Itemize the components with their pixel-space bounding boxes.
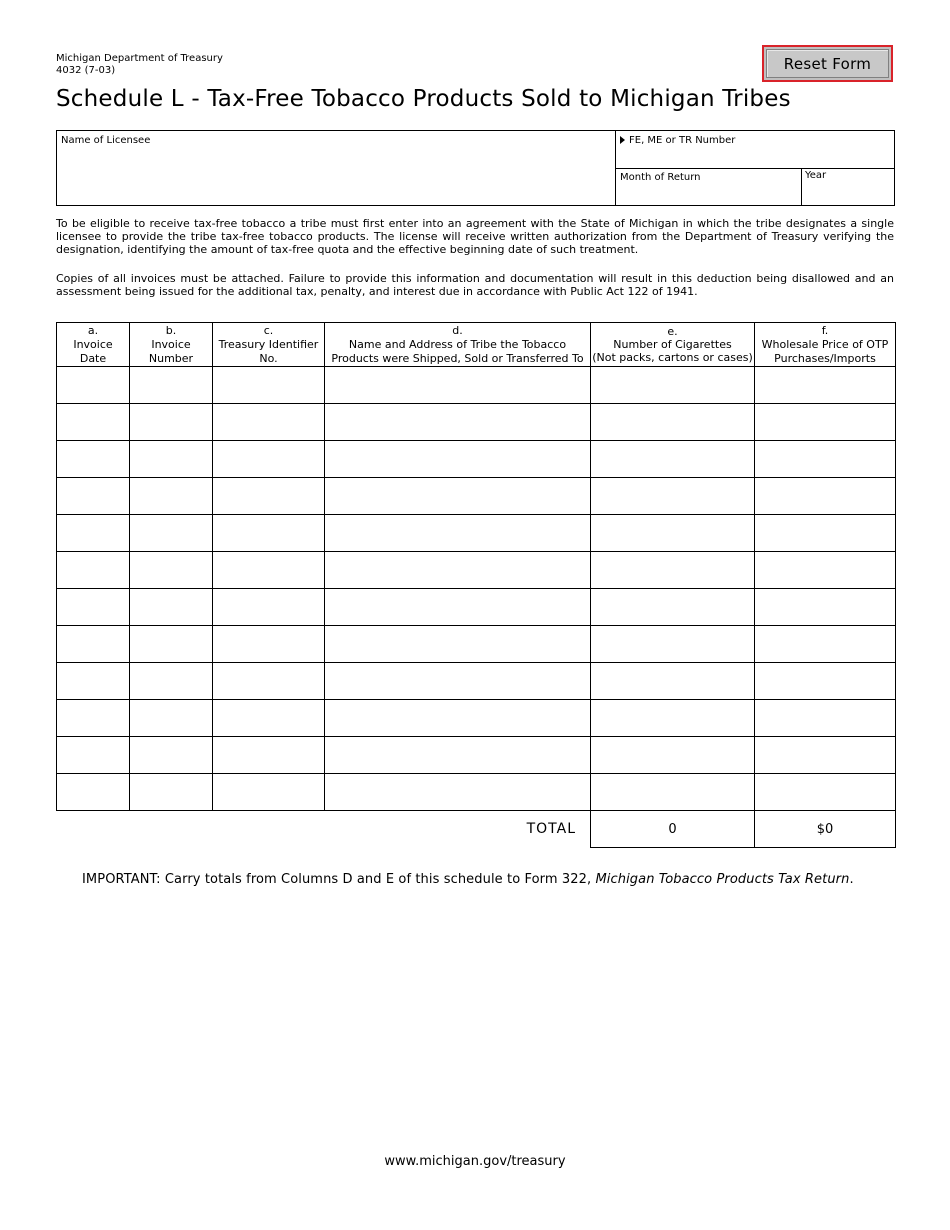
invoice-date-cell[interactable]: [57, 700, 130, 737]
invoice-date-cell[interactable]: [57, 515, 130, 552]
column-header-tribe-name-address: d. Name and Address of Tribe the Tobacco Products were Shipped, Sold or Transferred To: [325, 323, 591, 367]
invoice-date-cell[interactable]: [57, 663, 130, 700]
table-row: [57, 441, 896, 478]
total-label-cell: [57, 811, 591, 848]
table-row: [57, 774, 896, 811]
wholesale-price-cell[interactable]: [755, 367, 896, 404]
reset-form-button-label: Reset Form: [766, 49, 889, 78]
important-note-end: .: [849, 872, 854, 887]
treasury-id-cell[interactable]: [213, 478, 325, 515]
cigarettes-cell[interactable]: [591, 626, 755, 663]
invoice-date-cell[interactable]: [57, 441, 130, 478]
invoice-number-cell[interactable]: [130, 478, 213, 515]
table-row: [57, 404, 896, 441]
treasury-id-cell[interactable]: [213, 589, 325, 626]
tribe-name-address-cell[interactable]: [325, 367, 591, 404]
wholesale-price-cell[interactable]: [755, 515, 896, 552]
cigarettes-cell[interactable]: [591, 663, 755, 700]
cigarettes-cell[interactable]: [591, 737, 755, 774]
tribe-name-address-cell[interactable]: [325, 774, 591, 811]
treasury-id-cell[interactable]: [213, 367, 325, 404]
treasury-id-cell[interactable]: [213, 663, 325, 700]
table-row: [57, 663, 896, 700]
column-header-invoice-date: a. Invoice Date: [57, 323, 130, 367]
invoice-table: [56, 322, 896, 848]
wholesale-price-cell[interactable]: [755, 626, 896, 663]
invoice-number-cell[interactable]: [130, 737, 213, 774]
table-row: [57, 367, 896, 404]
year-label: Year: [805, 170, 827, 181]
tribe-name-address-cell[interactable]: [325, 663, 591, 700]
divider: [616, 168, 894, 169]
important-note-text: IMPORTANT: Carry totals from Columns D and E of this schedule to Form 322,: [82, 872, 596, 887]
treasury-id-cell[interactable]: [213, 515, 325, 552]
treasury-id-cell[interactable]: [213, 404, 325, 441]
fe-number-label-text: FE, ME or TR Number: [629, 135, 736, 146]
table-row: [57, 478, 896, 515]
invoice-number-cell[interactable]: [130, 441, 213, 478]
table-row: [57, 737, 896, 774]
wholesale-price-cell[interactable]: [755, 478, 896, 515]
invoice-date-cell[interactable]: [57, 404, 130, 441]
month-of-return-label: Month of Return: [620, 172, 701, 183]
table-row: [57, 552, 896, 589]
invoice-number-cell[interactable]: [130, 589, 213, 626]
treasury-id-cell[interactable]: [213, 441, 325, 478]
table-header-row: [57, 323, 896, 367]
treasury-id-cell[interactable]: [213, 774, 325, 811]
wholesale-price-cell[interactable]: [755, 737, 896, 774]
tribe-name-address-cell[interactable]: [325, 478, 591, 515]
invoice-date-cell[interactable]: [57, 774, 130, 811]
invoice-date-cell[interactable]: [57, 737, 130, 774]
table-row: [57, 700, 896, 737]
invoice-date-cell[interactable]: [57, 552, 130, 589]
divider: [801, 168, 802, 205]
agency-name: Michigan Department of Treasury: [56, 53, 223, 64]
reset-form-button[interactable]: [762, 45, 893, 82]
form-number: 4032 (7-03): [56, 65, 116, 76]
year-input[interactable]: [805, 185, 895, 204]
cigarettes-cell[interactable]: [591, 589, 755, 626]
treasury-id-cell[interactable]: [213, 552, 325, 589]
invoice-number-cell[interactable]: [130, 774, 213, 811]
table-row: [57, 589, 896, 626]
invoice-number-cell[interactable]: [130, 367, 213, 404]
cigarettes-cell[interactable]: [591, 774, 755, 811]
arrow-right-icon: [620, 136, 625, 144]
tribe-name-address-cell[interactable]: [325, 515, 591, 552]
invoice-date-cell[interactable]: [57, 478, 130, 515]
tribe-name-address-cell[interactable]: [325, 441, 591, 478]
wholesale-price-cell[interactable]: [755, 589, 896, 626]
column-header-cigarettes: e. Number of Cigarettes (Not packs, cartons or cases): [591, 323, 755, 367]
cigarettes-cell[interactable]: [591, 404, 755, 441]
column-header-invoice-number: b. Invoice Number: [130, 323, 213, 367]
cigarettes-cell[interactable]: [591, 367, 755, 404]
treasury-id-cell[interactable]: [213, 737, 325, 774]
wholesale-price-cell[interactable]: [755, 700, 896, 737]
form-322-name: Michigan Tobacco Products Tax Return: [595, 872, 850, 887]
tribe-name-address-cell[interactable]: [325, 626, 591, 663]
licensee-name-input[interactable]: [61, 151, 613, 201]
wholesale-price-cell[interactable]: [755, 404, 896, 441]
cigarettes-cell[interactable]: [591, 515, 755, 552]
invoice-number-cell[interactable]: [130, 663, 213, 700]
total-wholesale-price[interactable]: $0: [755, 811, 896, 848]
invoice-instructions: Copies of all invoices must be attached. Failure to provide this information and documentation will result in this deduction being disallowed and an assessment being issued for the additional tax, penalty, and interest due in accordance with Public Act 122 of 1941.: [56, 272, 894, 298]
invoice-date-cell[interactable]: [57, 626, 130, 663]
invoice-number-cell[interactable]: [130, 515, 213, 552]
footer-url[interactable]: www.michigan.gov/treasury: [384, 1154, 566, 1169]
treasury-id-cell[interactable]: [213, 626, 325, 663]
invoice-date-cell[interactable]: [57, 367, 130, 404]
cigarettes-cell[interactable]: [591, 478, 755, 515]
tribe-name-address-cell[interactable]: [325, 589, 591, 626]
wholesale-price-cell[interactable]: [755, 441, 896, 478]
licensee-name-label: Name of Licensee: [61, 135, 151, 146]
tribe-name-address-cell[interactable]: [325, 700, 591, 737]
column-header-treasury-id: c. Treasury Identifier No.: [213, 323, 325, 367]
invoice-number-cell[interactable]: [130, 552, 213, 589]
eligibility-instructions: To be eligible to receive tax-free tobacco a tribe must first enter into an agreement with the State of Michigan in which the tribe designates a single licensee to provide the tribe tax-free tobacco products. The license will receive written authorization from the Department of Treasury verifying the designation, identifying the amount of tax-free quota and the effective beginning date of such treatment.: [56, 217, 894, 256]
fe-number-input[interactable]: [620, 149, 894, 168]
cigarettes-cell[interactable]: [591, 700, 755, 737]
wholesale-price-cell[interactable]: [755, 774, 896, 811]
table-row: [57, 515, 896, 552]
table-row: [57, 626, 896, 663]
total-label: TOTAL: [526, 821, 576, 838]
cigarettes-cell[interactable]: [591, 441, 755, 478]
total-cigarettes[interactable]: 0: [591, 811, 755, 848]
invoice-number-cell[interactable]: [130, 404, 213, 441]
page-title: Schedule L - Tax-Free Tobacco Products Sold to Michigan Tribes: [56, 86, 791, 112]
tribe-name-address-cell[interactable]: [325, 404, 591, 441]
cigarettes-cell[interactable]: [591, 552, 755, 589]
invoice-date-cell[interactable]: [57, 589, 130, 626]
tribe-name-address-cell[interactable]: [325, 737, 591, 774]
column-header-wholesale-price: f. Wholesale Price of OTP Purchases/Imports: [755, 323, 896, 367]
invoice-number-cell[interactable]: [130, 700, 213, 737]
month-of-return-input[interactable]: [620, 185, 800, 204]
wholesale-price-cell[interactable]: [755, 663, 896, 700]
licensee-info-box: [56, 130, 895, 206]
total-row: [57, 811, 896, 848]
treasury-id-cell[interactable]: [213, 700, 325, 737]
tribe-name-address-cell[interactable]: [325, 552, 591, 589]
important-note: [82, 872, 854, 887]
wholesale-price-cell[interactable]: [755, 552, 896, 589]
invoice-number-cell[interactable]: [130, 626, 213, 663]
fe-number-label: [620, 135, 735, 146]
